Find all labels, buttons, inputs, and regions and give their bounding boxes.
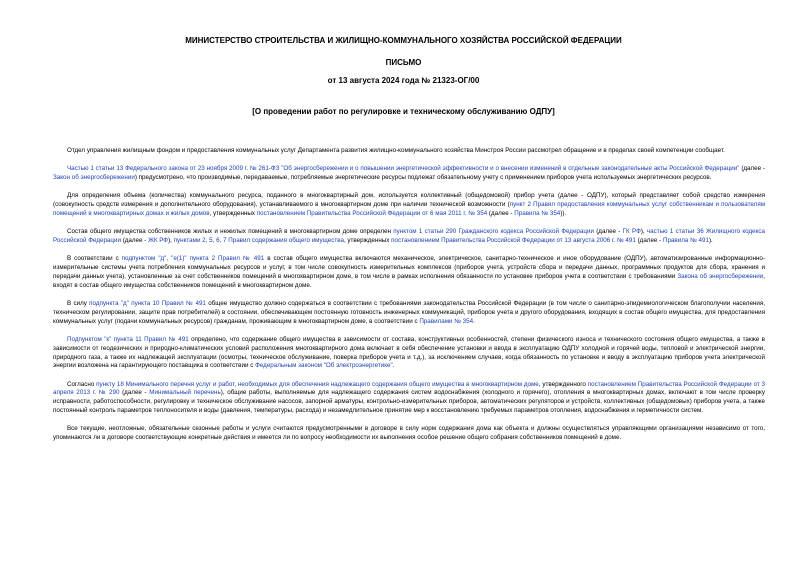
paragraph-text: )). xyxy=(560,209,567,217)
document-link[interactable]: подпунктом "д", "е(1)" пункта 2 Правил № 491 xyxy=(121,255,265,263)
paragraph-text: (далее - xyxy=(739,165,765,173)
document-link[interactable]: подпункта "д" пункта 10 Правил № 491 xyxy=(89,300,206,308)
paragraph-text: В соответствии с xyxy=(67,255,122,263)
body-paragraph xyxy=(53,192,765,218)
body-paragraph xyxy=(53,336,765,371)
paragraph-text: Состав общего имущества собственников жилых и нежилых помещений в многоквартирном доме определен xyxy=(67,228,394,236)
document-link[interactable]: пункт 2 Правил предоставления коммунальных услуг собственникам и пользователям помещений в многоквартирных домах и жилых домов xyxy=(53,201,765,217)
paragraph-text: , утвержденных xyxy=(209,209,257,217)
paragraph-text: (далее - xyxy=(593,228,623,236)
body-paragraph xyxy=(53,165,765,183)
document-link[interactable]: постановлением Правительства Российской Федерации от 6 мая 2011 г. № 354 xyxy=(256,209,488,217)
document-body xyxy=(53,147,765,452)
document-link[interactable]: Частью 1 статьи 13 Федерального закона от 23 ноября 2009 г. № 261-ФЗ "Об энергосбережении и о повышении энергетической эффективности и о внесении изменений в отдельные законодательные акты Российской Федерации" xyxy=(67,165,740,173)
document-link[interactable]: ЖК РФ xyxy=(148,237,169,245)
document-link[interactable]: пунктами 2, 5, 6, 7 Правил содержания общего имущества xyxy=(173,237,344,245)
document-subject: [О проведении работ по регулировке и техническому обслуживанию ОДПУ] xyxy=(252,107,555,116)
document-link[interactable]: Минимальный перечень xyxy=(149,389,221,397)
paragraph-text: (далее - xyxy=(120,237,149,245)
body-paragraph xyxy=(53,255,765,290)
paragraph-text: (далее - xyxy=(635,237,663,245)
document-link[interactable]: Подпунктом "к" пункта 11 Правил № 491 xyxy=(67,335,189,343)
paragraph-text: Согласно xyxy=(67,380,97,388)
document-link[interactable]: Закон об энергосбережении xyxy=(53,174,135,182)
body-paragraph xyxy=(53,425,765,443)
document-link[interactable]: пункту 18 Минимального перечня услуг и работ, необходимых для обеспечения надлежащего содержания общего имущества в многоквартирном доме xyxy=(96,380,539,388)
document-date-number: от 13 августа 2024 года № 21323-ОГ/00 xyxy=(327,76,480,85)
paragraph-text: ), xyxy=(168,237,174,245)
paragraph-text: Отдел управления жилищным фондом и предоставления коммунальных услуг Департамента развития жилищно-коммунального хозяйства Минстроя России рассмотрел обращение и в пределах своей компетенции сообщает. xyxy=(67,147,725,154)
document-link[interactable]: пунктом 1 статьи 290 Гражданского кодекса Российской Федерации xyxy=(393,228,594,236)
document-link[interactable]: Правилами № 354 xyxy=(419,317,474,325)
document-link[interactable]: Федеральным законом "Об электроэнергетике" xyxy=(255,362,393,370)
paragraph-text: Для определения объема (количества) коммунального ресурса, поданного в многоквартирный дом, используется коллективный (общедомовой) прибор учета (далее - ОДПУ), который представляет собой средство измерения (совокупность средств измерения и дополнительного оборудования), устанавливаемого в многоквартирном доме при наличии технической возможности ( xyxy=(53,192,765,209)
paragraph-text: ) предусмотрено, что производимые, передаваемые, потребляемые энергетические ресурсы подлежат обязательному учету с применением приборов учета используемых энергетических ресурсов. xyxy=(134,174,712,182)
paragraph-text: определено, что содержание общего имущества в зависимости от состава, конструктивных особенностей, степени физического износа и технического состояния общего имущества, а также в зависимости от геодезических и природно-климатических условий расположения многоквартирного дома включает в себя обеспечение установки и ввода в эксплуатацию ОДПУ холодной и горячей воды, тепловой и электрической энергии, природного газа, а также их надлежащей эксплуатации (осмотры, техническое обслуживание, поверка приборов учета и т.д.), за исключением случаев, когда обязанность по установке и вводу в эксплуатацию приборов учета электрической энергии возложена на гарантирующего поставщика в соответствии с xyxy=(53,335,765,370)
paragraph-text: в состав общего имущества включаются механическое, электрическое, санитарно-техническое и иное оборудование (ОДПУ), автоматизированные информационно-измерительные системы учета потребления коммунальных ресурсов и услуг, в том числе совокупность измерительных комплексов (приборов учета, устройств сбора и передачи данных, программных продуктов для сбора, хранения и передачи данных учета), установленные за счет собственников помещений в многоквартирном доме, в том числе в рамках исполнения обязанности по установке приборов учета в соответствии с требованиями xyxy=(53,255,765,280)
document-link[interactable]: постановлением Правительства Российской Федерации от 13 августа 2006 г. № 491 xyxy=(391,237,636,245)
document-link[interactable]: частью 1 статьи 36 Жилищного кодекса Российской Федерации xyxy=(53,228,766,245)
paragraph-text: . xyxy=(392,362,395,370)
document-link[interactable]: постановлением Правительства Российской Федерации от 3 апреля 2013 г. № 290 xyxy=(53,380,766,397)
body-paragraph xyxy=(53,381,765,416)
paragraph-text: ), xyxy=(640,228,647,236)
paragraph-text: (далее - xyxy=(487,209,515,217)
paragraph-text: В силу xyxy=(67,300,90,308)
paragraph-text: , входят в состав общего имущества собственников помещений в многоквартирном доме. xyxy=(53,272,765,289)
body-paragraph xyxy=(53,300,765,326)
document-link[interactable]: Правила № 491 xyxy=(662,237,709,245)
paragraph-text: общее имущество должно содержаться в соответствии с требованиями законодательства Российской Федерации (в том числе о санитарно-эпидемиологическом благополучии населения, техническом регулировании, защите прав потребителей) в состоянии, обеспечивающем постоянную готовность инженерных коммуникаций, приборов учета и другого оборудования, входящих в состав общего имущества, для предоставления коммунальных услуг (подачи коммунальных ресурсов) гражданам, проживающим в многоквартирном доме, в соответствии с xyxy=(53,300,765,325)
paragraph-text: Все текущие, неотложные, обязательные сезонные работы и услуги считаются предусмотренными в договоре в силу норм содержания дома как объекта и должны осуществляться управляющими организациями независимо от того, упоминаются ли в договоре соответствующие конкретные действия и имеется ли по вопросу необходимости их выполнения особое решение общего собрания собственников помещений в доме. xyxy=(53,425,765,442)
paragraph-text: . xyxy=(473,317,475,325)
paragraph-text: , утвержденных xyxy=(343,237,392,245)
paragraph-text: ). xyxy=(708,237,713,245)
paragraph-text: , утвержденного xyxy=(538,380,588,388)
paragraph-text: (далее - xyxy=(119,389,150,397)
document-link[interactable]: Правила № 354 xyxy=(514,209,561,217)
paragraph-text: ), общие работы, выполняемые для надлежащего содержания систем водоснабжения (холодного и горячего), отопления в многоквартирных домах, включают в том числе проверку исправности, работоспособности, регулировку и техническое обслуживание насосов, запорной арматуры, контрольно-измерительных приборов, автоматических регуляторов и устройств, коллективных (общедомовых) приборов учета, а также постоянный контроль параметров теплоносителя и воды (давления, температуры, расхода) и незамедлительное принятие мер к восстановлению требуемых параметров отопления, водоснабжения и герметичности систем. xyxy=(53,389,765,415)
document-issuer: МИНИСТЕРСТВО СТРОИТЕЛЬСТВА И ЖИЛИЩНО-КОММУНАЛЬНОГО ХОЗЯЙСТВА РОССИЙСКОЙ ФЕДЕРАЦИИ xyxy=(185,36,622,45)
document-link[interactable]: Закона об энергосбережении xyxy=(677,272,764,280)
document-type: ПИСЬМО xyxy=(385,58,422,67)
body-paragraph xyxy=(53,228,765,246)
document-link[interactable]: ГК РФ xyxy=(622,228,641,236)
body-paragraph xyxy=(53,147,765,156)
